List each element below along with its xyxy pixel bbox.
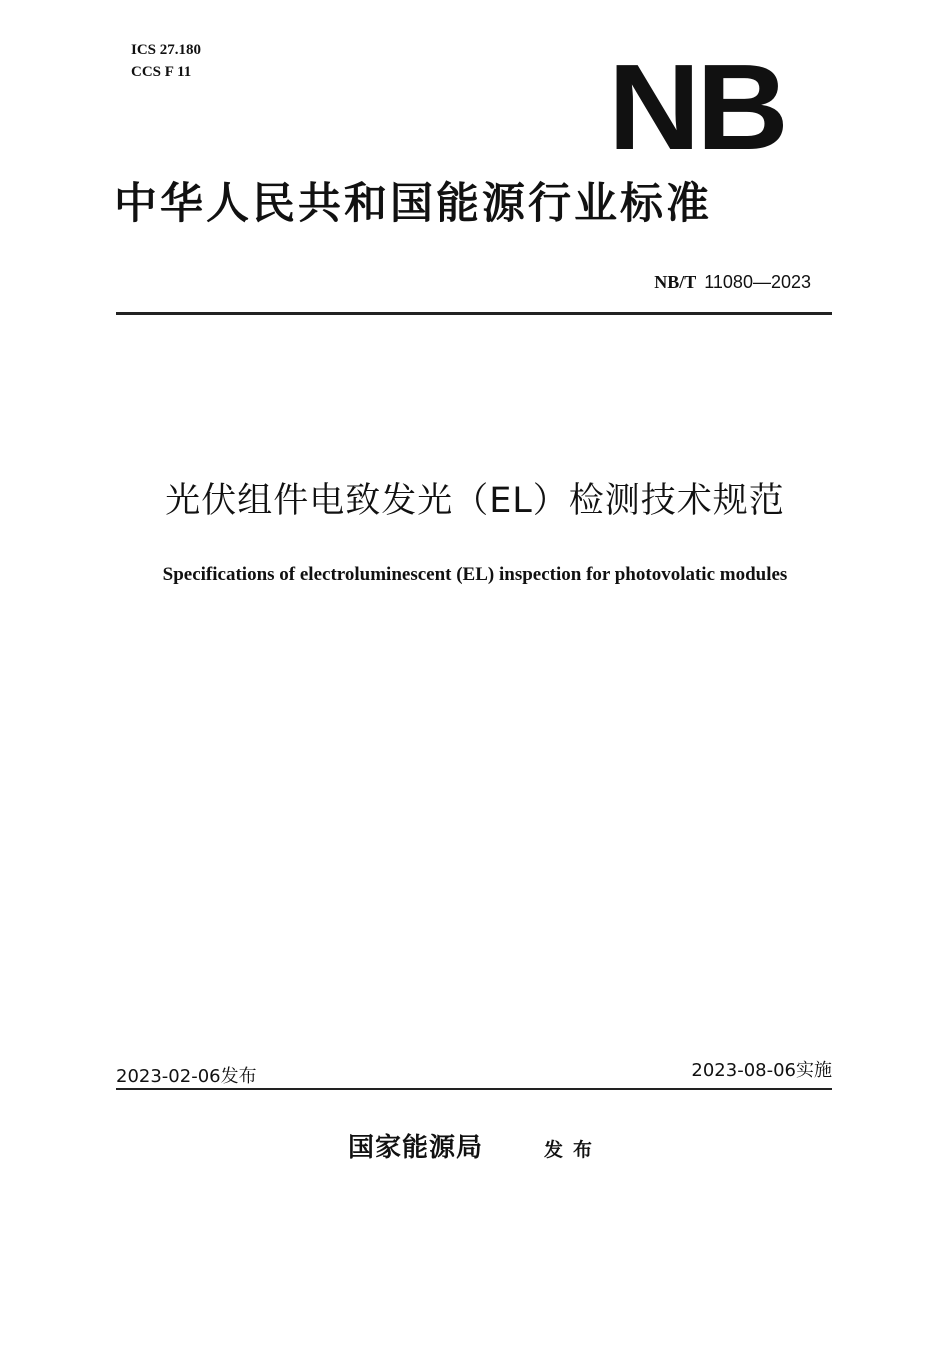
document-title-chinese: 光伏组件电致发光（EL）检测技术规范 (165, 481, 785, 521)
top-divider (116, 312, 832, 315)
document-title-english: Specifications of electroluminescent (EL) inspection for photovolatic modules (162, 564, 788, 585)
issue-date: 2023-02-06发布 (116, 1066, 257, 1087)
ccs-code: CCS F 11 (131, 64, 192, 80)
implementation-date: 2023-08-06实施 (691, 1060, 832, 1081)
standard-number (654, 270, 811, 295)
standard-number-value: 11080—2023 (704, 272, 811, 292)
publisher-name: 国家能源局 (348, 1133, 484, 1163)
ics-code: ICS 27.180 (131, 42, 202, 58)
publish-verb: 发布 (544, 1139, 603, 1161)
standard-number-prefix: NB/T (654, 272, 697, 292)
standard-category-title: 中华人民共和国能源行业标准 (114, 179, 712, 229)
nb-logo: NB (608, 39, 785, 175)
bottom-divider (116, 1088, 832, 1090)
